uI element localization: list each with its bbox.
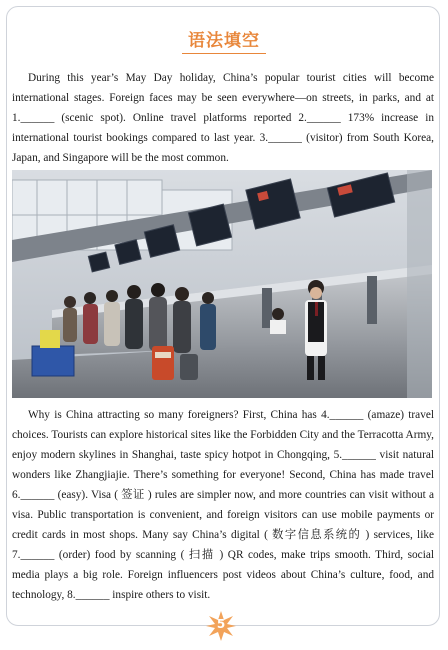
airport-photo — [12, 170, 432, 398]
title-block — [0, 26, 448, 54]
page-title: 语法填空 — [182, 26, 266, 54]
paragraph-2: Why is China attracting so many foreigners? First, China has 4.______ (amaze) travel choices. Tourists can explore historical sites like the Forbidden City and the Terracotta Army, enjoy modern skylines in Shanghai, taste spicy hotpot in Chongqing, 5.______ visit natural wonders like Zhangjiajie. There’s something for everyone! Second, China has made travel 6.______ (easy). Visa ( 签证 ) rules are simpler now, and more countries can visit without a visa. Public transportation is convenient, and foreign visitors can use mobile payments or credit cards in most shops. Many say China’s digital ( 数字信息系统的 ) services, like 7.______ (order) food by scanning ( 扫描 ) QR codes, make trips smooth. Third, social media plays a big role. Foreign influencers post videos about China’s culture, food, and technology, 8.______ inspire others to visit. — [12, 409, 434, 601]
page-number: 5 — [216, 617, 226, 631]
paragraph-1: During this year’s May Day holiday, China’s popular tourist cities will become international stages. Foreign faces may be seen everywhere—on streets, in parks, and at 1.______ (scenic spot). Online travel platforms reported 2.______ 173% increase in international tourist bookings compared to last year. 3.______ (visitor) from South Korea, Japan, and Singapore will be the most common. — [12, 72, 434, 164]
